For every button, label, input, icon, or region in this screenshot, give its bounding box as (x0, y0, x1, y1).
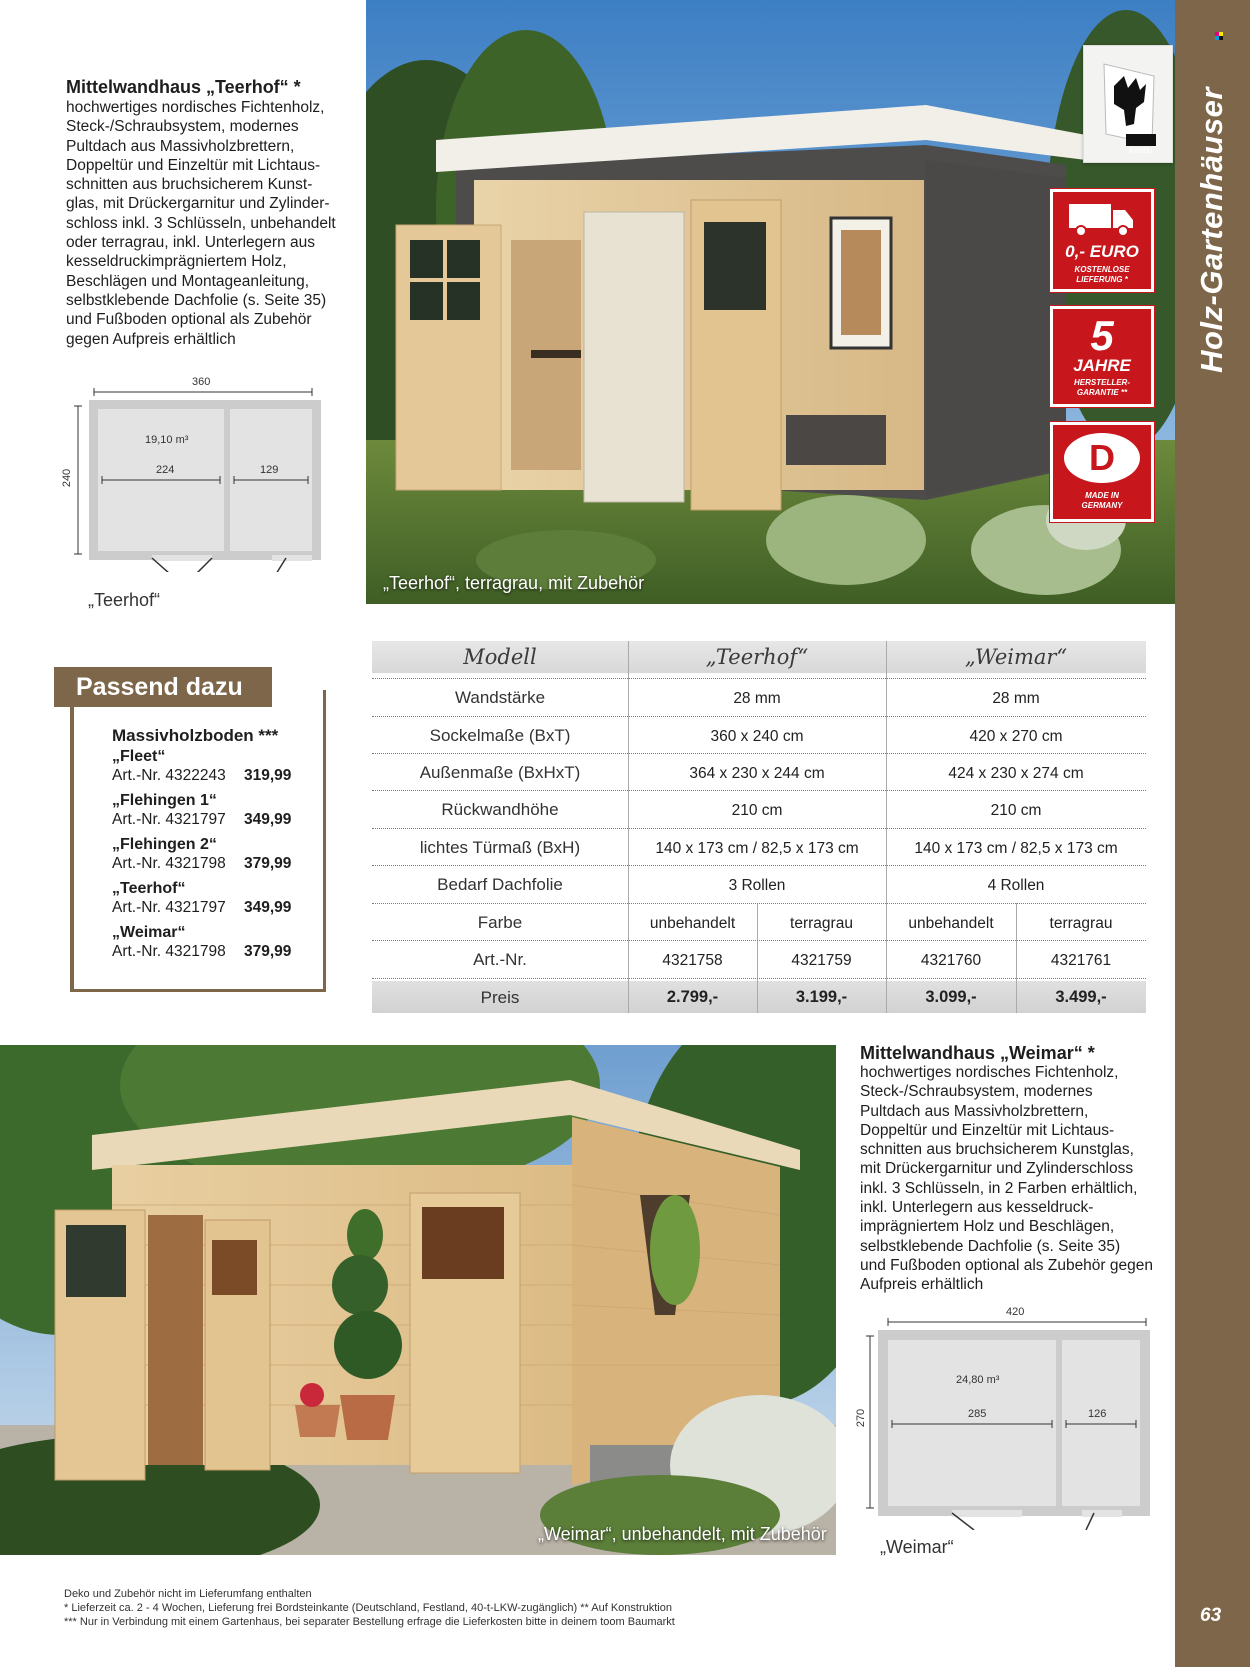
teerhof-title: Mittelwandhaus „Teerhof“ * (66, 77, 301, 97)
table-cell: 28 mm (992, 690, 1040, 707)
table-row-label: Bedarf Dachfolie (437, 875, 563, 894)
plan-volume: 19,10 m³ (145, 434, 189, 446)
teerhof-photo-caption: „Teerhof“, terragrau, mit Zubehör (383, 573, 645, 593)
table-cell: unbehandelt (908, 915, 994, 932)
accessory-art: Art.-Nr. 4321798 (112, 855, 226, 872)
accessory-name: „Weimar“ (112, 924, 186, 941)
weimar-photo-caption: „Weimar“, unbehandelt, mit Zubehör (538, 1524, 827, 1544)
plan-room-b: 129 (260, 464, 279, 476)
table-row-label: lichtes Türmaß (BxH) (419, 838, 581, 857)
table-row-divider (372, 903, 1146, 904)
accessories-heading: Passend dazu (54, 667, 272, 707)
table-header-model: Modell (463, 645, 537, 669)
footnote: Deko und Zubehör nicht im Lieferumfang enthalten (64, 1588, 312, 1600)
accessory-price: 319,99 (244, 767, 292, 784)
table-price: 2.799,- (666, 988, 719, 1006)
table-header-teerhof: „Teerhof“ (705, 645, 809, 669)
table-cell: 4321759 (791, 952, 852, 969)
table-cell: 360 x 240 cm (710, 728, 804, 745)
table-cell: 4321758 (662, 952, 723, 969)
table-row-divider (372, 828, 1146, 829)
table-row-label: Wandstärke (454, 688, 546, 707)
table-cell: unbehandelt (649, 915, 736, 932)
accessory-name: „Fleet“ (112, 748, 166, 765)
weimar-plan-label: „Weimar“ (880, 1537, 954, 1557)
table-cell: 4321760 (920, 952, 982, 969)
karibu-logo (1083, 45, 1173, 163)
table-cell: 3 Rollen (728, 877, 786, 894)
footnote: * Lieferzeit ca. 2 - 4 Wochen, Lieferung frei Bordsteinkante (Deutschland, Festland, 40-t-LKW-zugänglich) ** Auf Konstruktion (64, 1602, 672, 1614)
accessory-art: Art.-Nr. 4321797 (112, 811, 226, 828)
weimar-description: hochwertiges nordisches Fichtenholz, Steck-/Schraubsystem, modernes Pultdach aus Massivholzbrettern, Doppeltür und Einzeltür mit Lichtaus- schnitten aus bruchsicherem Kunstglas, mit Drückergarnitur und Zylinderschloss inkl. 3 Schlüsseln, in 2 Farben erhältlich, inkl. Unterlegern aus kesseldruck- imprägniertem Holz und Beschlägen, selbstklebende Dachfolie (s. Seite 35) und Fußboden optional als Zubehör gegen Aufpreis erhältlich (860, 1064, 1153, 1294)
accessories-group-title: Massivholzboden *** (112, 726, 279, 745)
warranty-badge: 5 JAHRE HERSTELLER- GARANTIE ** (1050, 306, 1154, 407)
table-row-label: Preis (480, 988, 520, 1007)
table-row-label: Außenmaße (BxHxT) (419, 763, 581, 782)
table-header-weimar: „Weimar“ (964, 645, 1068, 669)
accessory-price: 379,99 (244, 943, 292, 960)
table-cell: terragrau (790, 915, 853, 932)
table-cell: 364 x 230 x 244 cm (689, 765, 825, 782)
table-price: 3.099,- (925, 988, 977, 1006)
teerhof-floor-plan (60, 372, 330, 572)
accessory-name: „Teerhof“ (112, 880, 186, 897)
plan-depth: 240 (61, 468, 74, 488)
table-row-label: Art.-Nr. (473, 950, 527, 969)
table-row-label: Farbe (477, 913, 523, 932)
teerhof-description: hochwertiges nordisches Fichtenholz, Steck-/Schraubsystem, modernes Pultdach aus Massivholzbrettern, Doppeltür und Einzeltür mit Lichtaus- schnitten aus bruchsicherem Kunst- glas, mit Drückergarnitur und Zylinder- schloss inkl. 3 Schlüsseln, unbehandelt oder terragrau, inkl. Unterlegern aus kesseldruckimprägniertem Holz, Beschlägen und Montageanleitung, selbstklebende Dachfolie (s. Seite 35) und Fußboden optional als Zubehör gegen Aufpreis erhältlich (66, 99, 336, 348)
table-cell: 420 x 270 cm (969, 728, 1063, 745)
made-in-germany-badge: D MADE IN GERMANY (1050, 422, 1154, 522)
table-cell: 28 mm (733, 690, 781, 707)
accessory-price: 379,99 (244, 855, 292, 872)
plan-width: 420 (1006, 1306, 1025, 1318)
accessory-name: „Flehingen 2“ (112, 836, 217, 853)
accessory-price: 349,99 (244, 899, 292, 916)
accessory-price: 349,99 (244, 811, 292, 828)
table-cell: 4321761 (1050, 952, 1112, 969)
plan-room-a: 285 (968, 1408, 987, 1420)
plan-volume: 24,80 m³ (956, 1374, 1000, 1386)
page-number: 63 (1200, 1605, 1222, 1626)
side-title: Holz-Gartenhäuser (1194, 87, 1229, 373)
table-price: 3.499,- (1055, 988, 1107, 1006)
table-cell: 140 x 173 cm / 82,5 x 173 cm (914, 840, 1118, 857)
table-cell: 4 Rollen (987, 877, 1045, 894)
table-cell: terragrau (1049, 915, 1113, 932)
free-delivery-badge: 0,- EURO KOSTENLOSE LIEFERUNG * (1050, 189, 1154, 292)
accessory-art: Art.-Nr. 4321798 (112, 943, 226, 960)
table-row-divider (372, 790, 1146, 791)
table-row-divider (372, 940, 1146, 941)
table-row-divider (372, 865, 1146, 866)
table-row-divider (372, 678, 1146, 679)
weimar-title: Mittelwandhaus „Weimar“ * (860, 1043, 1095, 1063)
table-cell: 210 cm (990, 802, 1042, 819)
table-row-divider (372, 716, 1146, 717)
table-cell: 140 x 173 cm / 82,5 x 173 cm (655, 840, 859, 857)
table-row-label: Sockelmaße (BxT) (429, 726, 571, 745)
table-row-divider (372, 753, 1146, 754)
table-cell: 210 cm (731, 802, 783, 819)
accessory-art: Art.-Nr. 4321797 (112, 899, 226, 916)
footnote: *** Nur in Verbindung mit einem Gartenhaus, bei separater Bestellung erfrage die Lieferkosten bitte in deinem toom Baumarkt (64, 1616, 675, 1628)
color-dots-icon (1215, 32, 1224, 41)
accessory-name: „Flehingen 1“ (112, 792, 217, 809)
table-row-divider (372, 978, 1146, 979)
accessory-art: Art.-Nr. 4322243 (112, 767, 226, 784)
truck-icon (1067, 200, 1137, 238)
plan-width: 360 (192, 376, 211, 388)
plan-room-b: 126 (1088, 1408, 1107, 1420)
table-cell: 424 x 230 x 274 cm (948, 765, 1084, 782)
teerhof-plan-label: „Teerhof“ (88, 590, 161, 610)
weimar-photo (0, 1045, 836, 1555)
table-price: 3.199,- (795, 988, 848, 1006)
germany-oval-icon: D (1064, 433, 1140, 483)
weimar-floor-plan (852, 1306, 1157, 1530)
plan-depth: 270 (855, 1408, 868, 1428)
brand-name: Karibu (1129, 146, 1153, 155)
table-row-label: Rückwandhöhe (441, 800, 559, 819)
plan-room-a: 224 (156, 464, 175, 476)
